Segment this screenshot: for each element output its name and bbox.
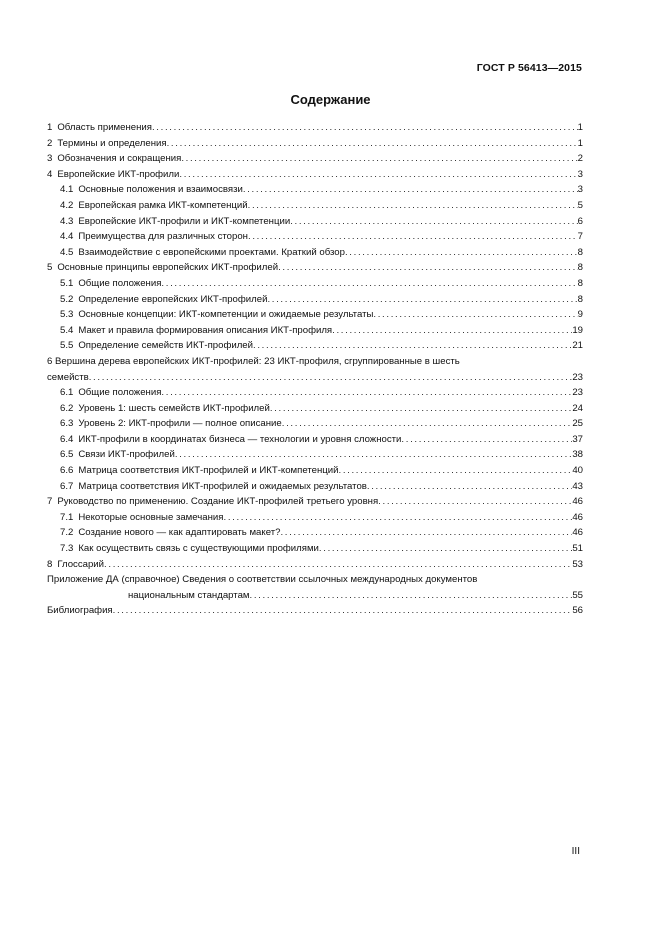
toc-entry-title: Основные принципы европейских ИКТ-профилей bbox=[57, 260, 278, 276]
page-title: Содержание bbox=[290, 92, 371, 107]
toc-entry-page: 24 bbox=[572, 402, 583, 414]
toc-entry[interactable] bbox=[47, 167, 583, 183]
toc-entry-page: 9 bbox=[577, 309, 583, 321]
toc-entry-title: Создание нового — как адаптировать макет? bbox=[78, 525, 280, 541]
toc-entry-number: 5.4 bbox=[60, 323, 73, 339]
dot-leader bbox=[267, 292, 577, 308]
toc-entry[interactable] bbox=[47, 276, 583, 292]
toc-entry-page: 38 bbox=[572, 449, 583, 461]
toc-entry-title: ИКТ-профили в координатах бизнеса — технологии и уровня сложности bbox=[78, 432, 401, 448]
toc-entry-page: 8 bbox=[577, 262, 583, 274]
toc-entry-title: Некоторые основные замечания bbox=[78, 510, 223, 526]
toc-entry-number: 7.2 bbox=[60, 525, 73, 541]
page-number: III bbox=[571, 846, 580, 857]
toc-entry-title: Определение европейских ИКТ-профилей bbox=[78, 292, 267, 308]
toc-entry[interactable] bbox=[47, 151, 583, 167]
dot-leader bbox=[152, 120, 578, 136]
dot-leader bbox=[250, 588, 573, 604]
toc-entry-number: 5.1 bbox=[60, 276, 73, 292]
toc-entry-number: 7.1 bbox=[60, 510, 73, 526]
toc-entry-number: 2 bbox=[47, 136, 52, 152]
toc-entry-number: 4.4 bbox=[60, 229, 73, 245]
toc-entry-page: 53 bbox=[572, 558, 583, 570]
toc-entry-page: 23 bbox=[572, 371, 583, 383]
dot-leader bbox=[338, 463, 572, 479]
toc-entry-page: 23 bbox=[572, 387, 583, 399]
toc-entry-title: Преимущества для различных сторон bbox=[78, 229, 248, 245]
toc-entry[interactable] bbox=[47, 136, 583, 152]
dot-leader bbox=[161, 385, 572, 401]
toc-entry-page: 8 bbox=[577, 277, 583, 289]
toc-entry-title: Связи ИКТ-профилей bbox=[78, 447, 175, 463]
toc-entry[interactable] bbox=[47, 447, 583, 463]
toc-entry[interactable] bbox=[47, 416, 583, 432]
toc-entry[interactable] bbox=[47, 479, 583, 495]
dot-leader bbox=[223, 510, 572, 526]
toc-entry-page: 46 bbox=[572, 527, 583, 539]
toc-entry-page: 6 bbox=[577, 215, 583, 227]
dot-leader bbox=[113, 603, 573, 619]
toc-entry[interactable] bbox=[47, 182, 583, 198]
dot-leader bbox=[280, 525, 572, 541]
toc-entry-number: 6.1 bbox=[60, 385, 73, 401]
toc-entry-page: 1 bbox=[577, 137, 583, 149]
dot-leader bbox=[181, 151, 577, 167]
toc-entry-page: 8 bbox=[577, 246, 583, 258]
toc-entry-page: 8 bbox=[577, 293, 583, 305]
toc-entry-title: семейств bbox=[47, 370, 89, 386]
toc-entry-title: Как осуществить связь с существующими профилями bbox=[78, 541, 319, 557]
toc-entry-number: 7 bbox=[47, 494, 52, 510]
toc-entry-title: Европейская рамка ИКТ-компетенций bbox=[78, 198, 247, 214]
toc-entry-page: 40 bbox=[572, 465, 583, 477]
toc-entry-title: Уровень 2: ИКТ-профили — полное описание bbox=[78, 416, 281, 432]
toc-entry-title: Общие положения bbox=[78, 385, 161, 401]
toc-entry-title: Европейские ИКТ-профили bbox=[57, 167, 179, 183]
toc-entry-title: Общие положения bbox=[78, 276, 161, 292]
toc-entry-number: 8 bbox=[47, 557, 52, 573]
toc-entry-page: 43 bbox=[572, 480, 583, 492]
toc-entry-number: 6.3 bbox=[60, 416, 73, 432]
toc-entry-page: 19 bbox=[572, 324, 583, 336]
toc-entry-title: Основные положения и взаимосвязи bbox=[78, 182, 243, 198]
toc-entry[interactable] bbox=[47, 229, 583, 245]
dot-leader bbox=[104, 557, 572, 573]
toc-entry-number: 6.6 bbox=[60, 463, 73, 479]
toc-entry-page: 2 bbox=[577, 153, 583, 165]
toc-entry-number: 6.7 bbox=[60, 479, 73, 495]
toc-entry-title: Руководство по применению. Создание ИКТ-профилей третьего уровня bbox=[57, 494, 378, 510]
dot-leader bbox=[367, 479, 572, 495]
toc-entry-page: 46 bbox=[572, 511, 583, 523]
dot-leader bbox=[167, 136, 578, 152]
toc-entry-number: 5.5 bbox=[60, 338, 73, 354]
toc-entry-title: Обозначения и сокращения bbox=[57, 151, 181, 167]
toc-entry[interactable] bbox=[47, 401, 583, 417]
dot-leader bbox=[373, 307, 577, 323]
toc-entry-number: 3 bbox=[47, 151, 52, 167]
dot-leader bbox=[282, 416, 573, 432]
dot-leader bbox=[332, 323, 572, 339]
toc-entry[interactable] bbox=[47, 432, 583, 448]
toc-entry-page: 51 bbox=[572, 543, 583, 555]
toc-entry[interactable] bbox=[47, 120, 583, 136]
toc-entry-page: 56 bbox=[572, 605, 583, 617]
toc-entry[interactable] bbox=[47, 292, 583, 308]
toc-entry-page: 5 bbox=[577, 199, 583, 211]
toc-entry-title: Библиография bbox=[47, 603, 113, 619]
toc-entry-number: 4 bbox=[47, 167, 52, 183]
toc-entry[interactable] bbox=[47, 603, 583, 619]
toc-entry-title: Термины и определения bbox=[57, 136, 166, 152]
toc-entry-page: 7 bbox=[577, 231, 583, 243]
toc-entry-page: 21 bbox=[572, 340, 583, 352]
dot-leader bbox=[179, 167, 577, 183]
toc-entry-number: 4.3 bbox=[60, 214, 73, 230]
toc-entry-page: 1 bbox=[577, 122, 583, 133]
toc-entry[interactable] bbox=[47, 525, 583, 541]
dot-leader bbox=[248, 229, 578, 245]
dot-leader bbox=[161, 276, 577, 292]
toc-entry-page: 37 bbox=[572, 433, 583, 445]
toc-entry-title: Матрица соответствия ИКТ-профилей и ожидаемых результатов bbox=[78, 479, 367, 495]
toc-entry[interactable] bbox=[47, 572, 583, 603]
dot-leader bbox=[175, 447, 572, 463]
toc-entry[interactable] bbox=[47, 260, 583, 276]
toc-entry[interactable] bbox=[47, 245, 583, 261]
toc-entry-title: Глоссарий bbox=[57, 557, 104, 573]
toc-entry-number: 6.2 bbox=[60, 401, 73, 417]
toc-entry-page: 46 bbox=[572, 496, 583, 508]
toc-entry-title: Взаимодействие с европейскими проектами. Краткий обзор bbox=[78, 245, 345, 261]
dot-leader bbox=[248, 198, 578, 214]
toc-entry-title: Макет и правила формирования описания ИКТ-профиля bbox=[78, 323, 332, 339]
toc-entry-title-line1: 6 Вершина дерева европейских ИКТ-профилей: 23 ИКТ-профиля, сгруппированные в шесть bbox=[47, 355, 460, 367]
dot-leader bbox=[401, 432, 572, 448]
toc-entry[interactable] bbox=[47, 338, 583, 354]
toc-entry-title: национальным стандартам bbox=[128, 588, 250, 604]
toc-entry[interactable] bbox=[47, 385, 583, 401]
toc-entry-number: 5.3 bbox=[60, 307, 73, 323]
toc-entry-page: 3 bbox=[577, 184, 583, 196]
toc-entry-number: 6.4 bbox=[60, 432, 73, 448]
toc-entry-number: 5 bbox=[47, 260, 52, 276]
toc-entry-page: 25 bbox=[572, 418, 583, 430]
toc-entry[interactable] bbox=[47, 494, 583, 510]
toc-entry[interactable] bbox=[47, 323, 583, 339]
toc-entry[interactable] bbox=[47, 463, 583, 479]
dot-leader bbox=[319, 541, 572, 557]
table-of-contents bbox=[47, 120, 583, 619]
toc-entry-page: 55 bbox=[572, 589, 583, 601]
toc-entry[interactable] bbox=[47, 354, 583, 385]
toc-entry-number: 7.3 bbox=[60, 541, 73, 557]
toc-entry-title: Матрица соответствия ИКТ-профилей и ИКТ-компетенций bbox=[78, 463, 338, 479]
toc-entry-number: 4.1 bbox=[60, 182, 73, 198]
dot-leader bbox=[89, 370, 573, 386]
toc-entry[interactable] bbox=[47, 214, 583, 230]
toc-entry-title-line1: Приложение ДА (справочное) Сведения о соответствии ссылочных международных документов bbox=[47, 574, 478, 586]
toc-entry[interactable] bbox=[47, 541, 583, 557]
toc-entry-number: 1 bbox=[47, 120, 52, 136]
toc-entry-number: 4.2 bbox=[60, 198, 73, 214]
dot-leader bbox=[270, 401, 572, 417]
toc-entry-page: 3 bbox=[577, 168, 583, 180]
toc-entry-title: Область применения bbox=[57, 120, 152, 136]
toc-entry[interactable] bbox=[47, 557, 583, 573]
toc-entry[interactable] bbox=[47, 510, 583, 526]
dot-leader bbox=[243, 182, 578, 198]
toc-entry-number: 4.5 bbox=[60, 245, 73, 261]
dot-leader bbox=[278, 260, 578, 276]
dot-leader bbox=[290, 214, 577, 230]
toc-entry-title: Основные концепции: ИКТ-компетенции и ожидаемые результаты bbox=[78, 307, 373, 323]
standard-code: ГОСТ Р 56413—2015 bbox=[476, 62, 582, 74]
dot-leader bbox=[378, 494, 572, 510]
dot-leader bbox=[253, 338, 572, 354]
toc-entry-title: Европейские ИКТ-профили и ИКТ-компетенции bbox=[78, 214, 290, 230]
toc-entry[interactable] bbox=[47, 307, 583, 323]
toc-entry-number: 5.2 bbox=[60, 292, 73, 308]
toc-entry-title: Определение семейств ИКТ-профилей bbox=[78, 338, 253, 354]
toc-entry-number: 6.5 bbox=[60, 447, 73, 463]
toc-entry[interactable] bbox=[47, 198, 583, 214]
dot-leader bbox=[345, 245, 578, 261]
toc-entry-title: Уровень 1: шесть семейств ИКТ-профилей bbox=[78, 401, 270, 417]
